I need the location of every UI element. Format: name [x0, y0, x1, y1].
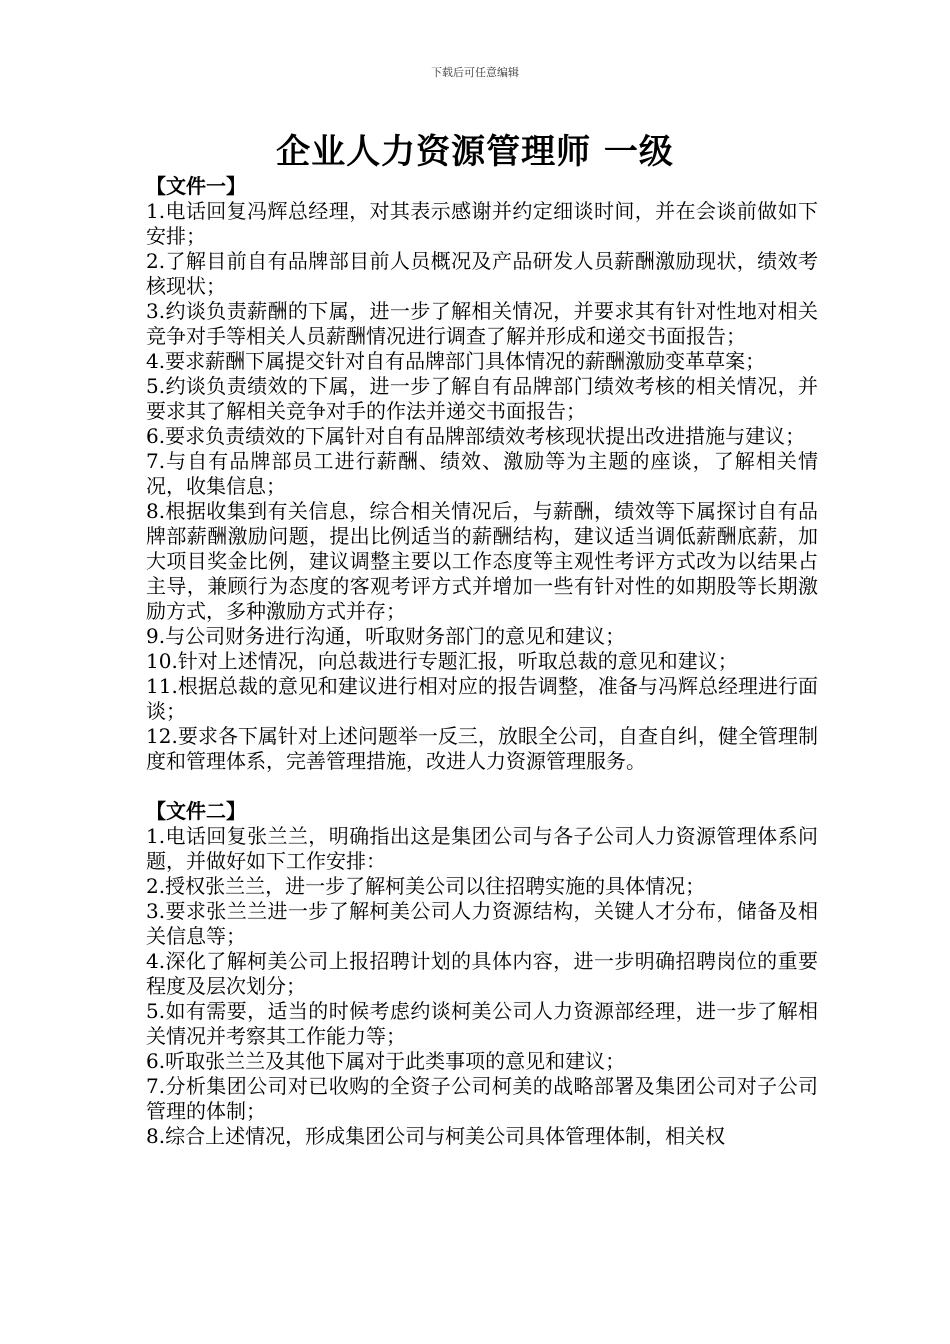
list-item: 4.深化了解柯美公司上报招聘计划的具体内容，进一步明确招聘岗位的重要程度及层次划分；	[146, 949, 818, 998]
list-item: 7.分析集团公司对已收购的全资子公司柯美的战略部署及集团公司对子公司管理的体制；	[146, 1074, 818, 1123]
document-title: 企业人力资源管理师 一级	[276, 132, 674, 172]
section-file-two	[146, 799, 818, 1149]
list-item: 8.综合上述情况，形成集团公司与柯美公司具体管理体制，相关权	[146, 1124, 726, 1148]
list-item: 5.约谈负责绩效的下属，进一步了解自有品牌部门绩效考核的相关情况，并要求其了解相关竞争对手的作法并递交书面报告；	[146, 374, 818, 423]
list-item: 2.授权张兰兰，进一步了解柯美公司以往招聘实施的具体情况；	[146, 874, 706, 898]
list-item: 7.与自有品牌部员工进行薪酬、绩效、激励等为主题的座谈，了解相关情况，收集信息；	[146, 449, 818, 498]
list-item: 1.电话回复张兰兰，明确指出这是集团公司与各子公司人力资源管理体系问题，并做好如下工作安排：	[146, 824, 818, 873]
section-divider	[146, 774, 818, 799]
list-item: 3.约谈负责薪酬的下属，进一步了解相关情况，并要求其有针对性地对相关竞争对手等相关人员薪酬情况进行调查了解并形成和递交书面报告；	[146, 299, 818, 348]
list-item: 1.电话回复冯辉总经理，对其表示感谢并约定细谈时间，并在会谈前做如下安排；	[146, 199, 818, 248]
document-body	[146, 174, 818, 1149]
list-item: 4.要求薪酬下属提交针对自有品牌部门具体情况的薪酬激励变革草案；	[146, 349, 766, 373]
list-item: 2.了解目前自有品牌部目前人员概况及产品研发人员薪酬激励现状，绩效考核现状；	[146, 249, 818, 298]
list-item: 5.如有需要，适当的时候考虑约谈柯美公司人力资源部经理，进一步了解相关情况并考察其工作能力等；	[146, 999, 818, 1048]
list-item: 11.根据总裁的意见和建议进行相对应的报告调整，准备与冯辉总经理进行面谈；	[146, 674, 818, 723]
section-heading: 【文件二】	[146, 799, 246, 823]
section-file-one	[146, 174, 818, 774]
list-item: 6.听取张兰兰及其他下属对于此类事项的意见和建议；	[146, 1049, 626, 1073]
list-item: 10.针对上述情况，向总裁进行专题汇报，听取总裁的意见和建议；	[146, 649, 738, 673]
list-item: 6.要求负责绩效的下属针对自有品牌部绩效考核现状提出改进措施与建议；	[146, 424, 806, 448]
list-item: 12.要求各下属针对上述问题举一反三，放眼全公司，自查自纠，健全管理制度和管理体系，完善管理措施，改进人力资源管理服务。	[146, 724, 818, 773]
list-item: 9.与公司财务进行沟通，听取财务部门的意见和建议；	[146, 624, 626, 648]
section-heading: 【文件一】	[146, 174, 246, 198]
list-item: 3.要求张兰兰进一步了解柯美公司人力资源结构，关键人才分布，储备及相关信息等；	[146, 899, 818, 948]
page-header-note: 下载后可任意编辑	[431, 66, 519, 79]
list-item: 8.根据收集到有关信息，综合相关情况后，与薪酬，绩效等下属探讨自有品牌部薪酬激励问题，提出比例适当的薪酬结构，建议适当调低薪酬底薪，加大项目奖金比例，建议调整主要以工作态度等主观性考评方式改为以结果占主导，兼顾行为态度的客观考评方式并增加一些有针对性的如期股等长期激励方式，多种激励方式并存；	[146, 499, 818, 623]
